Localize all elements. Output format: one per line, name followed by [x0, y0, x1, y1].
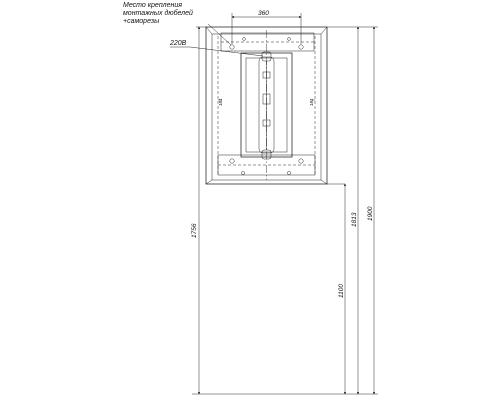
top-mounting-rail	[221, 33, 314, 51]
mount-note	[123, 2, 231, 45]
dim-center-height	[338, 184, 345, 394]
mount-note-line2: монтажных дюбелей	[123, 10, 193, 17]
power-note	[169, 40, 263, 56]
power-label: 220В	[170, 40, 187, 47]
small-dim-left: 181	[218, 98, 223, 106]
dim-center-height-label: 1100	[338, 284, 345, 298]
dim-bracket-width-label: 360	[258, 10, 269, 17]
dim-right-outer-label: 1900	[367, 206, 374, 221]
center-panel	[241, 30, 292, 180]
dim-left-height	[191, 27, 206, 394]
dim-left-height-label: 1756	[191, 223, 198, 238]
dim-right-outer	[367, 27, 374, 394]
small-dim-right: 181	[309, 98, 314, 106]
mount-note-line3: +саморезы	[123, 18, 160, 25]
dim-right-inner-label: 1813	[351, 212, 358, 227]
mount-note-line1: Место крепления	[123, 2, 183, 9]
dim-right-inner	[351, 27, 358, 394]
